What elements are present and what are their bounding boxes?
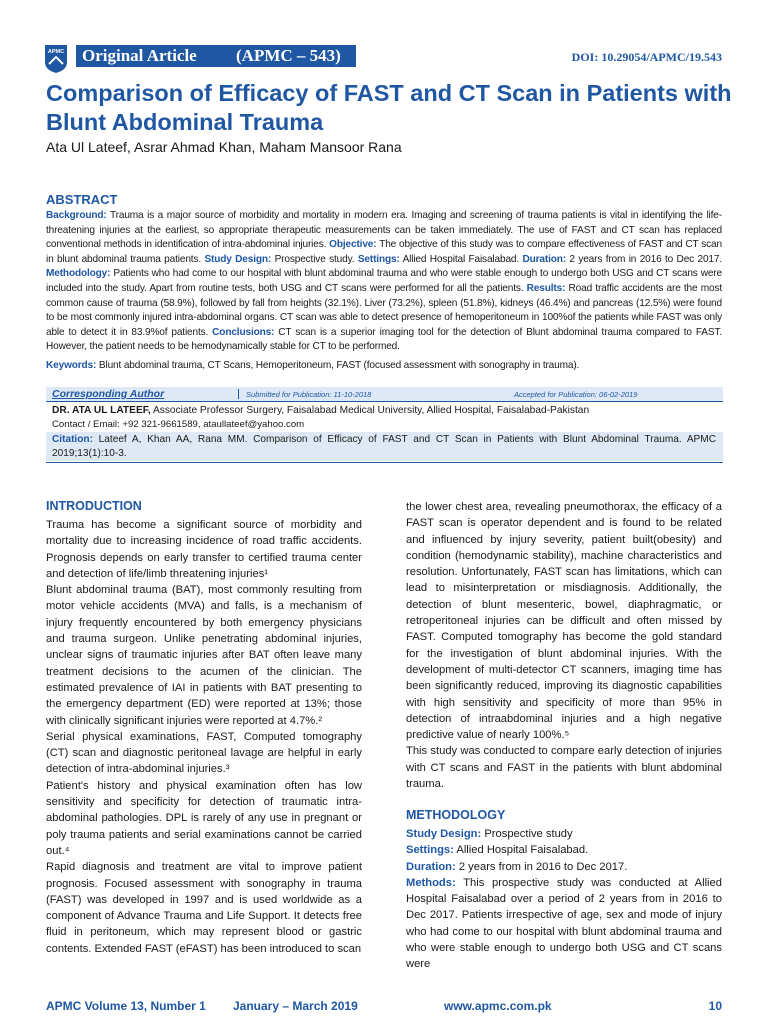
accepted-date: Accepted for Publication: 06-02-2019 — [514, 390, 638, 399]
abstract-heading: ABSTRACT — [46, 192, 118, 207]
citation-label: Citation: — [52, 434, 93, 445]
submitted-date: Submitted for Publication: 11-10-2018 — [246, 390, 372, 399]
background-text: Trauma is a major source of morbidity and mortality in modern era. Imaging and screening of trauma patients is vital in identifying the life-threatening injuries at the earliest, so appropriate therapeutic measurements can be taken immediately. The use of FAST and CT scan has replaced conventional methods in identification of intra-abdominal injuries. — [46, 210, 722, 251]
methods-text: This prospective study was conducted at Allied Hospital Faisalabad over a period of 2 years from in 2016 to Dec 2017. Patients irrespective of age, sex and mode of injury who had come to our hospital with blunt abdominal trauma and who were stable enough to undergo both USG and CT scans were — [406, 876, 722, 971]
keywords-label: Keywords: — [46, 360, 97, 371]
introduction-column-1 — [46, 517, 362, 957]
design-text: Prospective study — [484, 828, 573, 840]
duration-label: Duration: — [522, 253, 566, 265]
corresponding-title: Corresponding Author — [52, 388, 165, 400]
divider — [46, 401, 723, 402]
issue-date: January – March 2019 — [233, 999, 358, 1013]
study-design-line — [406, 826, 722, 842]
keywords-text: Blunt abdominal trauma, CT Scans, Hemoperitoneum, FAST (focused assessment with sonography in trauma). — [98, 360, 580, 371]
paper-title: Comparison of Efficacy of FAST and CT Scan in Patients with Blunt Abdominal Trauma — [46, 80, 732, 135]
methodology-body — [406, 826, 722, 973]
conclusions-label: Conclusions: — [212, 326, 275, 338]
methodology-label: Methodology: — [46, 268, 111, 280]
doi[interactable]: DOI: 10.29054/APMC/19.543 — [571, 50, 722, 64]
divider — [238, 389, 239, 399]
paragraph: Rapid diagnosis and treatment are vital to improve patient prognosis. Focused assessment with sonography in trauma (FAST) was developed in 1997 and is used worldwide as a component of Advance Trauma and Life Support. It detects free fluid in peritoneum, which may represent blood or gastric contents. Extended FAST (eFAST) has been introduced to scan — [46, 861, 362, 955]
duration-text: 2 years from in 2016 to Dec 2017. — [458, 860, 628, 873]
article-code: (APMC – 543) — [236, 46, 341, 65]
objective-label: Objective: — [329, 239, 377, 251]
citation-text: Lateef A, Khan AA, Rana MM. Comparison of Efficacy of FAST and CT Scan in Patients with Blunt Abdominal Trauma. APMC 2019;13(1):10-3. — [52, 434, 716, 459]
conclusions-text: CT scan is a superior imaging tool for the detection of Blunt abdominal trauma compared to FAST. However, the patient needs to be hemodynamically stable for CT to be performed. — [46, 326, 722, 353]
settings-line — [406, 842, 722, 858]
divider — [46, 462, 723, 463]
methodology-heading: METHODOLOGY — [406, 808, 506, 822]
website-link[interactable]: www.apmc.com.pk — [444, 999, 552, 1013]
abstract-body — [46, 209, 722, 355]
methodology-text: Patients who had come to our hospital with blunt abdominal trauma and who were stable enough to undergo both USG and CT scans were included into the study. Apart from routine tests, both USG and CT scans were performed for all the patients. — [46, 268, 722, 294]
results-label: Results: — [526, 282, 566, 294]
contact — [52, 418, 304, 431]
duration-text: 2 years from in 2016 to Dec 2017. — [569, 253, 722, 265]
design-label: Study Design: — [406, 828, 482, 840]
design-text: Prospective study. — [274, 253, 355, 265]
paragraph: Serial physical examinations, FAST, Computed tomography (CT) scan and diagnostic peritoneal lavage are helpful in early detection of intra-abdominal injuries.³ — [46, 730, 362, 776]
paragraph: This study was conducted to compare early detection of injuries with CT scans and FAST in the patients with blunt abdominal trauma. — [406, 745, 722, 791]
settings-text: Allied Hospital Faisalabad. — [402, 253, 520, 265]
paragraph: Trauma has become a significant source of morbidity and mortality due to increasing incidence of road traffic accidents. Prognosis depends on early transfer to certified trauma center and detection of life/limb threatening injuries¹ — [46, 519, 362, 580]
settings-label: Settings: — [357, 253, 400, 265]
contact-email[interactable]: ataullateef@yahoo.com — [203, 419, 305, 430]
author-affiliation — [52, 404, 589, 417]
design-label: Study Design: — [204, 253, 272, 265]
authors: Ata Ul Lateef, Asrar Ahmad Khan, Maham Mansoor Rana — [46, 139, 402, 155]
author-name: DR. ATA UL LATEEF, — [52, 405, 151, 416]
settings-label: Settings: — [406, 844, 454, 857]
page-number: 10 — [708, 999, 722, 1013]
paragraph: Patient's history and physical examination often has low sensitivity and specificity for detection of traumatic intra-abdominal pathologies. DPL is rarely of any use in pregnant or poly trauma patients and serial examinations cannot be carried out.⁴ — [46, 779, 362, 857]
logo-text: APMC — [47, 49, 65, 55]
background-label: Background: — [46, 210, 107, 221]
settings-text: Allied Hospital Faisalabad. — [456, 844, 589, 857]
contact-phone: Contact / Email: +92 321-9661589, — [52, 419, 201, 430]
affiliation: Associate Professor Surgery, Faisalabad Medical University, Allied Hospital, Faisalabad-Pakistan — [152, 405, 590, 416]
duration-line — [406, 859, 722, 875]
duration-label: Duration: — [406, 860, 456, 873]
citation — [52, 433, 716, 461]
introduction-column-2 — [406, 499, 722, 792]
introduction-heading: INTRODUCTION — [46, 499, 142, 513]
objective-text: The objective of this study was to compare effectiveness of FAST and CT scan in blunt abdominal trauma patients. — [46, 239, 722, 265]
paragraph: the lower chest area, revealing pneumothorax, the efficacy of a FAST scan is operator dependent and is found to be related and influenced by injury severity, patient built(obesity) and condition (hemodynamic stability), machine characteristics and resolution. Unfortunately, FAST scan has limitations, which can lead to misinterpretation or misdiagnosis. Additionally, the detection of blunt mesenteric, bowel, diaphragmatic, or retroperitoneal injuries can be difficult and often missed by FAST. Computed tomography has become the gold standard for the investigation of blunt abdominal injuries. With the development of multi-detector CT scanners, imaging time has been significantly reduced, improving its diagnostic capabilities with high sensitivity and specificity of more than 95% in detection of intraabdominal injuries and a high negative predictive value of nearly 100%.⁵ — [406, 501, 722, 742]
journal-issue: APMC Volume 13, Number 1 — [46, 999, 206, 1013]
results-text: Road traffic accidents are the most common cause of trauma (58.9%), followed by fall from heights (32.1%). Liver (73.2%), spleen (51.8%), kidneys (46.4%) and pancreas (12.5%) were found to be most commonly injured intra-abdominal organs. CT scan was able to detect presence of hemoperitoneum in 100%of the patients while FAST was only able to detect it in 83.9%of patients. — [46, 282, 723, 338]
paragraph: Blunt abdominal trauma (BAT), most commonly resulting from motor vehicle accidents (MVA) and falls, is a mechanism of injury frequently encountered by both emergency physicians and trauma surgeon. Unlike penetrating abdominal injuries, unclear signs of traumatic injuries after BAT often leave many treatment decisions to the acumen of the clinician. The estimated prevalence of IAI in patients with BAT presenting to the emergency department (ED) were reported at 13%; those with clinically significant injuries were reported at 4.7%.² — [46, 584, 362, 727]
article-type: Original Article — [82, 46, 197, 65]
apmc-logo — [44, 44, 68, 74]
keywords — [46, 359, 722, 373]
methods-label: Methods: — [406, 876, 456, 889]
methods-line — [406, 875, 722, 973]
